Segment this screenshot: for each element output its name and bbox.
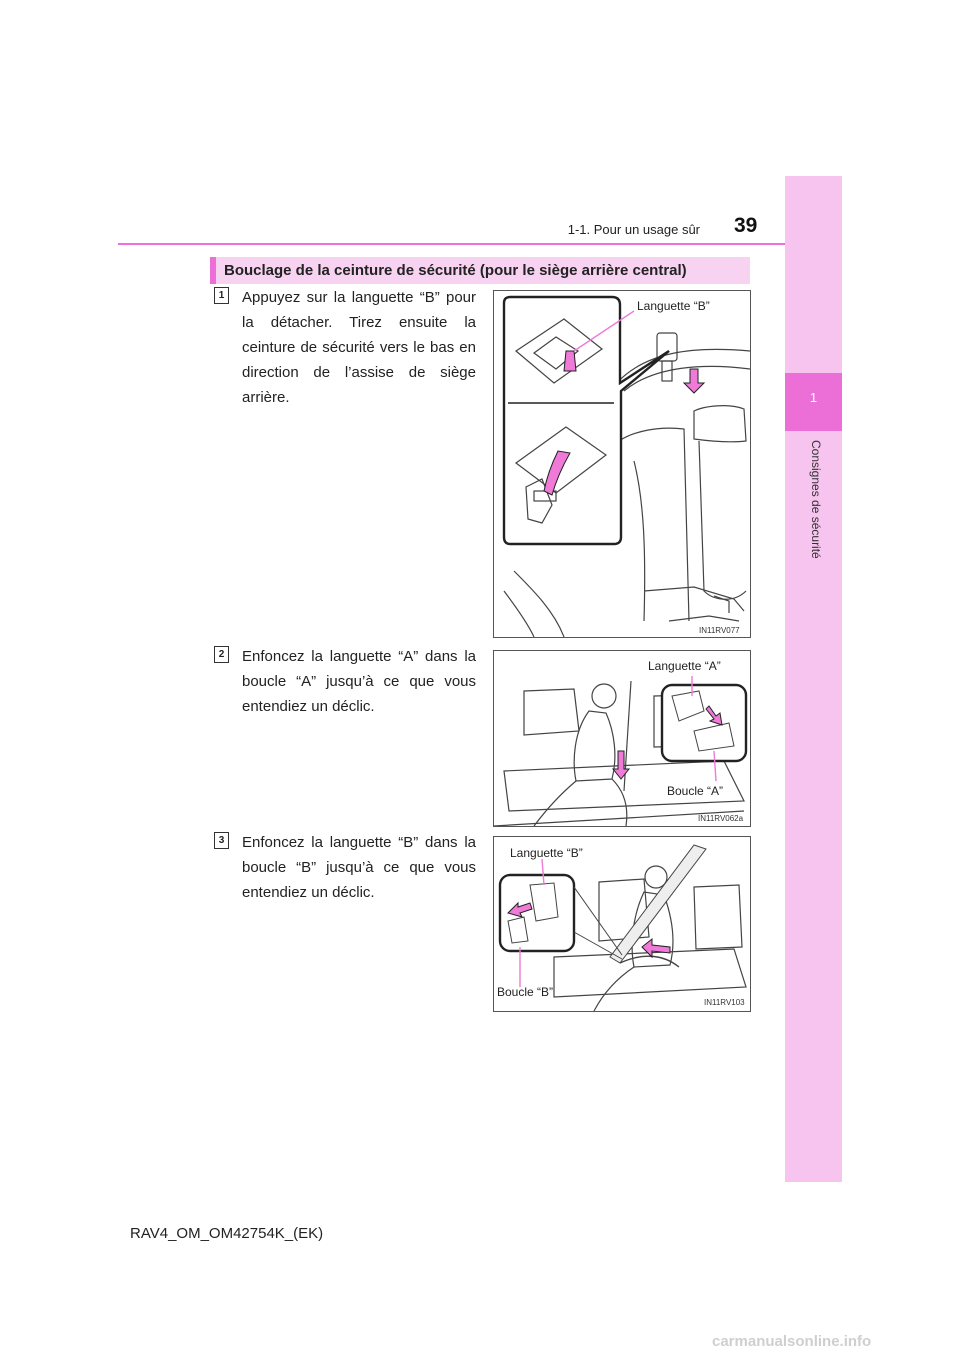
- figure-step-2: [493, 650, 751, 827]
- figure-3-label-boucle-b: Boucle “B”: [497, 985, 554, 999]
- figure-2-label-boucle-a: Boucle “A”: [667, 784, 724, 798]
- step-number-1: 1: [214, 287, 229, 304]
- chapter-section-title: 1-1. Pour un usage sûr: [567, 222, 700, 237]
- chapter-side-tab: [785, 176, 842, 1182]
- chapter-label: Consignes de sécurité: [809, 440, 823, 559]
- document-id: RAV4_OM_OM42754K_(EK): [130, 1225, 324, 1242]
- step-number-2: 2: [214, 646, 229, 663]
- figure-step-3: [493, 836, 751, 1012]
- step-number-3: 3: [214, 832, 229, 849]
- seat-belt-buckle-a-illustration: [494, 651, 750, 826]
- step-text-1: Appuyez sur la languette “B” pour la détacher. Tirez ensuite la ceinture de sécurité vers le bas en direction de l’assise de siège arrière.: [242, 289, 476, 406]
- figure-3-code: IN11RV103: [704, 998, 745, 1007]
- figure-3-label-languette-b: Languette “B”: [510, 846, 583, 860]
- step-text-3: Enfoncez la languette “B” dans la boucle “B” jusqu’à ce que vous entendiez un déclic.: [242, 834, 476, 901]
- figure-step-1: [493, 290, 751, 638]
- figure-2-label-languette-a: Languette “A”: [648, 659, 721, 673]
- header-divider: [118, 243, 785, 245]
- section-title: Bouclage de la ceinture de sécurité (pour le siège arrière central): [224, 262, 687, 279]
- watermark: carmanualsonline.info: [712, 1333, 872, 1350]
- step-text-2: Enfoncez la languette “A” dans la boucle “A” jusqu’à ce que vous entendiez un déclic.: [242, 648, 476, 715]
- section-title-accent: [210, 257, 216, 284]
- figure-2-code: IN11RV062a: [698, 814, 744, 823]
- figure-1-code: IN11RV077: [699, 626, 740, 635]
- figure-1-label-languette-b: Languette “B”: [637, 299, 710, 313]
- page-number: 39: [734, 214, 758, 237]
- chapter-number: 1: [809, 390, 818, 405]
- seat-belt-release-illustration: [494, 291, 750, 637]
